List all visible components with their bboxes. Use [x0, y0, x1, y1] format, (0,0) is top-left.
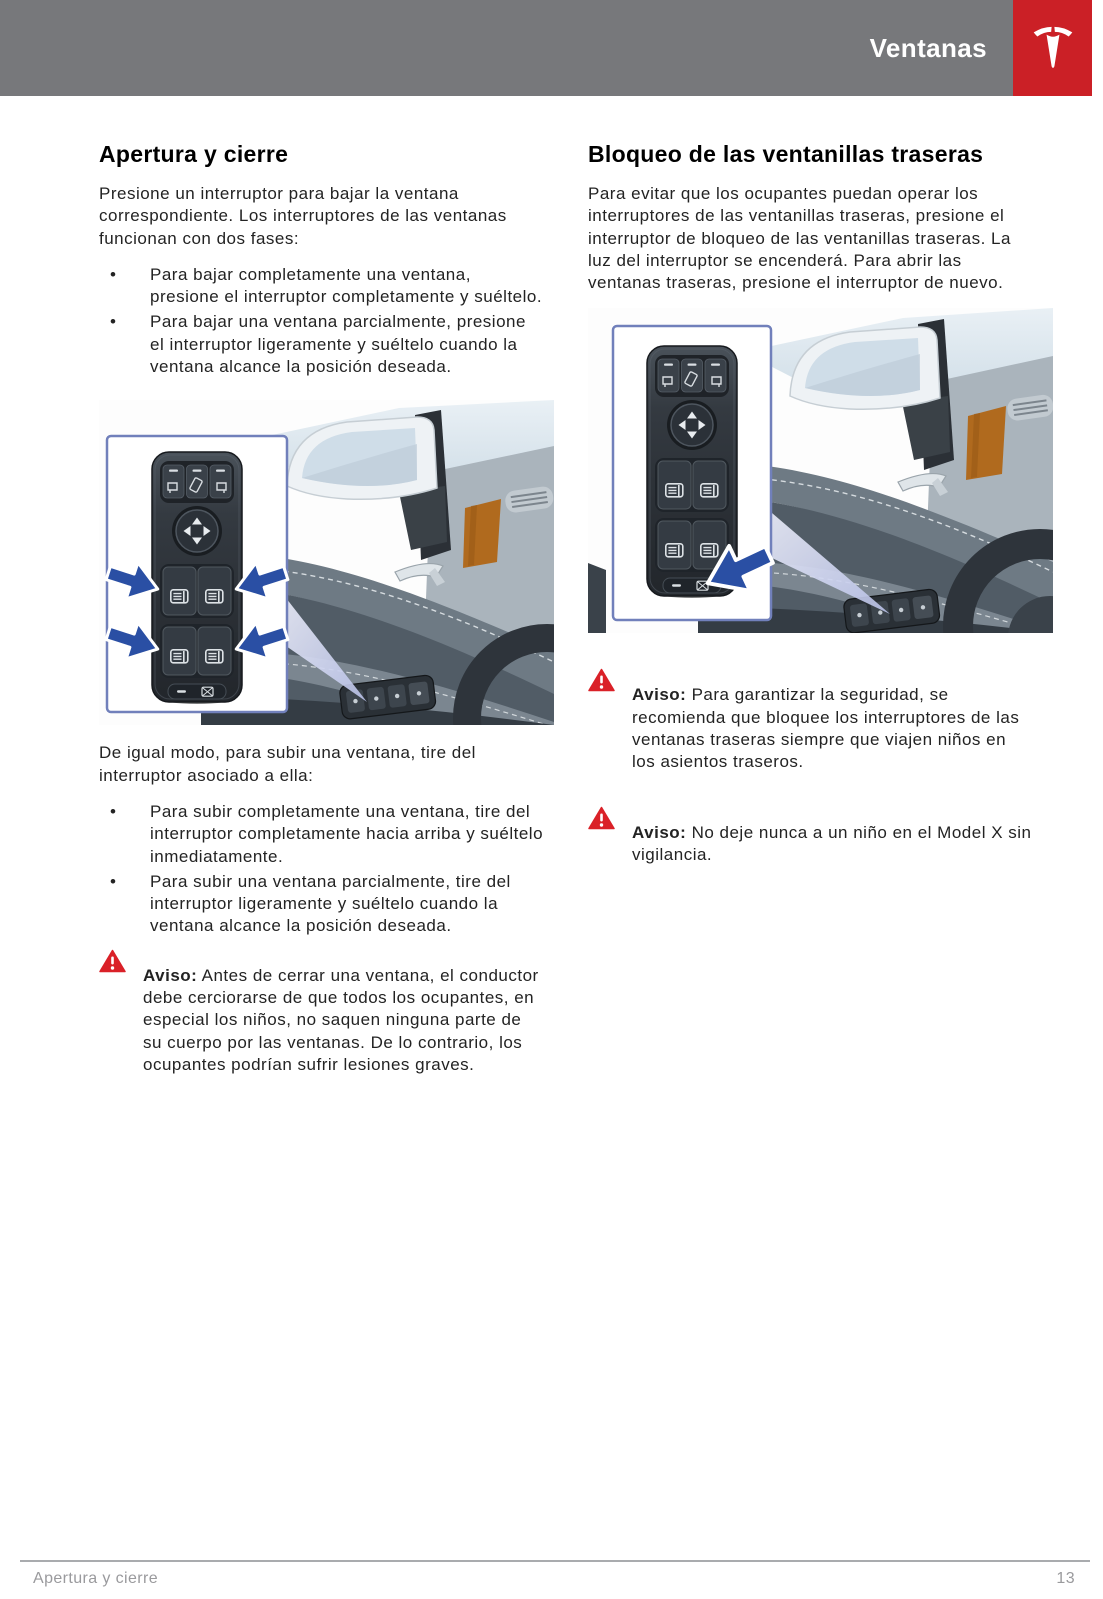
bullet-item: • Para subir una ventana parcialmente, tire del interruptor ligeramente y suéltelo cuando la ventana alcance la posición deseada. [99, 871, 545, 938]
footer-row [33, 1570, 1075, 1588]
content [99, 140, 1033, 1107]
warning-label: Aviso: [143, 965, 198, 985]
tesla-t-icon [1030, 11, 1076, 85]
bullet-item: • Para subir completamente una ventana, tire del interruptor completamente hacia arriba y suéltelo inmediatamente. [99, 801, 545, 868]
page-title: Ventanas [869, 32, 987, 63]
footer-page-number: 13 [1056, 1570, 1075, 1587]
footer-divider [20, 1560, 1090, 1562]
warning-text-block [632, 684, 1033, 773]
warning-close-window [99, 948, 545, 1093]
section-heading-open-close: Apertura y cierre [99, 141, 289, 167]
warning-text: No deje nunca a un niño en el Model X sin vigilancia. [632, 822, 1032, 864]
warning-icon [99, 949, 126, 973]
warning-rear-lock [588, 667, 1033, 790]
bullet-item: • Para bajar completamente una ventana, presione el interruptor completamente y suéltelo. [99, 264, 545, 309]
right-column [588, 140, 1033, 897]
rear-window-lock-illustration [588, 308, 1053, 633]
warning-icon [588, 668, 615, 692]
left-column [99, 140, 545, 1107]
bullet-list-raise [99, 801, 545, 938]
paragraph-raise: De igual modo, para subir una ventana, tire del interruptor asociado a ella: [99, 743, 476, 785]
footer-section-label: Apertura y cierre [33, 1570, 159, 1587]
warning-text: Para garantizar la seguridad, se recomienda que bloquee los interruptores de las ventanas traseras siempre que viajen niños en los asientos traseros. [632, 685, 1020, 772]
bullet-item: • Para bajar una ventana parcialmente, presione el interruptor ligeramente y suéltelo cuando la ventana alcance la posición deseada. [99, 311, 545, 378]
warning-label: Aviso: [632, 822, 687, 842]
warning-text-block [143, 965, 545, 1076]
window-switches-illustration [99, 400, 554, 725]
tesla-logo [1013, 0, 1092, 96]
warning-text-block [632, 822, 1033, 867]
warning-icon [588, 806, 615, 830]
paragraph-intro: Presione un interruptor para bajar la ventana correspondiente. Los interruptores de las ventanas funcionan con dos fases: [99, 184, 507, 248]
figure-window-switches [99, 400, 545, 725]
paragraph-rear-lock: Para evitar que los ocupantes puedan operar los interruptores de las ventanillas traseras, presione el interruptor de bloqueo de las ventanillas traseras. La luz del interruptor se encenderá. Para abrir las ventanas traseras, presione el interruptor de nuevo. [588, 184, 1011, 293]
window-switch-panel [152, 452, 242, 704]
section-heading-rear-lock: Bloqueo de las ventanillas traseras [588, 141, 984, 167]
warning-label: Aviso: [632, 685, 687, 705]
bullet-list-lower [99, 264, 545, 378]
warning-text: Antes de cerrar una ventana, el conductor debe cerciorarse de que todos los ocupantes, en especial los niños, no saquen ninguna parte de su cuerpo por las ventanas. De lo contrario, los ocupantes podrían sufrir lesiones graves. [143, 965, 539, 1074]
warning-unattended-child [588, 805, 1033, 884]
figure-rear-window-lock [588, 308, 1033, 633]
header-bar [0, 0, 1013, 96]
